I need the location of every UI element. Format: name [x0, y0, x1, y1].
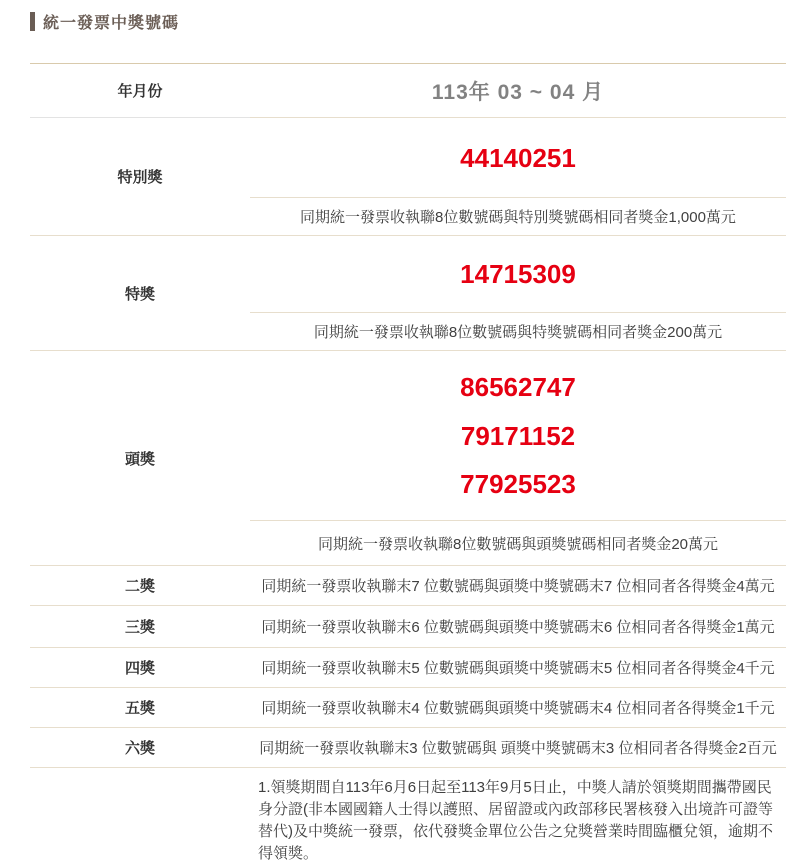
footnote-row: [30, 768, 786, 863]
grand-prize-row: [30, 236, 786, 351]
grand-prize-number: 14715309: [460, 259, 576, 289]
title-accent-bar: [30, 12, 35, 31]
first-prize-number-3: 77925523: [460, 469, 576, 500]
footnote-cell: [250, 768, 786, 863]
grand-prize-cell: [250, 236, 786, 351]
second-prize-row: [30, 566, 786, 606]
sixth-prize-desc: 同期統一發票收執聯末3 位數號碼與 頭獎中獎號碼末3 位相同者各得獎金2百元: [250, 728, 786, 768]
third-prize-row: [30, 606, 786, 648]
third-prize-label: 三獎: [30, 606, 250, 648]
special-prize-label: 特別獎: [30, 118, 250, 236]
grand-prize-numbers: [250, 236, 786, 312]
special-prize-desc: 同期統一發票收執聯8位數號碼與特別獎號碼相同者獎金1,000萬元: [250, 197, 786, 235]
fifth-prize-row: [30, 688, 786, 728]
page-header: [30, 9, 786, 33]
second-prize-desc: 同期統一發票收執聯末7 位數號碼與頭獎中獎號碼末7 位相同者各得獎金4萬元: [250, 566, 786, 606]
first-prize-numbers: [250, 351, 786, 520]
first-prize-number-1: 86562747: [460, 371, 576, 402]
first-prize-cell: [250, 351, 786, 566]
first-prize-desc: 同期統一發票收執聯8位數號碼與頭獎號碼相同者獎金20萬元: [250, 520, 786, 565]
fourth-prize-row: [30, 648, 786, 688]
fifth-prize-desc: 同期統一發票收執聯末4 位數號碼與頭獎中獎號碼末4 位相同者各得獎金1千元: [250, 688, 786, 728]
special-prize-numbers: [250, 118, 786, 197]
fifth-prize-label: 五獎: [30, 688, 250, 728]
fourth-prize-label: 四獎: [30, 648, 250, 688]
grand-prize-label: 特獎: [30, 236, 250, 351]
grand-prize-desc: 同期統一發票收執聯8位數號碼與特獎號碼相同者獎金200萬元: [250, 312, 786, 350]
first-prize-label: 頭獎: [30, 351, 250, 566]
prize-table: [30, 63, 786, 863]
sixth-prize-row: [30, 728, 786, 768]
period-label: 年月份: [30, 64, 250, 118]
first-prize-number-2: 79171152: [460, 420, 576, 451]
special-prize-number: 44140251: [460, 142, 576, 173]
footnote-spacer: [30, 768, 250, 863]
footnote-text: 1.領獎期間自113年6月6日起至113年9月5日止，中獎人請於領獎期間攜帶國民身分證(非本國國籍人士得以護照、居留證或內政部移民署核發入出境許可證等替代)及中獎統一發票，依代發獎金單位公告之兌獎營業時間臨櫃兌領，逾期不得領獎。: [258, 779, 773, 862]
period-cell: [250, 64, 786, 118]
third-prize-desc: 同期統一發票收執聯末6 位數號碼與頭獎中獎號碼末6 位相同者各得獎金1萬元: [250, 606, 786, 648]
page-title: 統一發票中獎號碼: [43, 14, 180, 32]
fourth-prize-desc: 同期統一發票收執聯末5 位數號碼與頭獎中獎號碼末5 位相同者各得獎金4千元: [250, 648, 786, 688]
first-prize-row: [30, 351, 786, 566]
period-row: [30, 64, 786, 118]
sixth-prize-label: 六獎: [30, 728, 250, 768]
special-prize-row: [30, 118, 786, 236]
second-prize-label: 二獎: [30, 566, 250, 606]
special-prize-cell: [250, 118, 786, 236]
period-value: 113年 03 ~ 04 月: [431, 80, 605, 104]
